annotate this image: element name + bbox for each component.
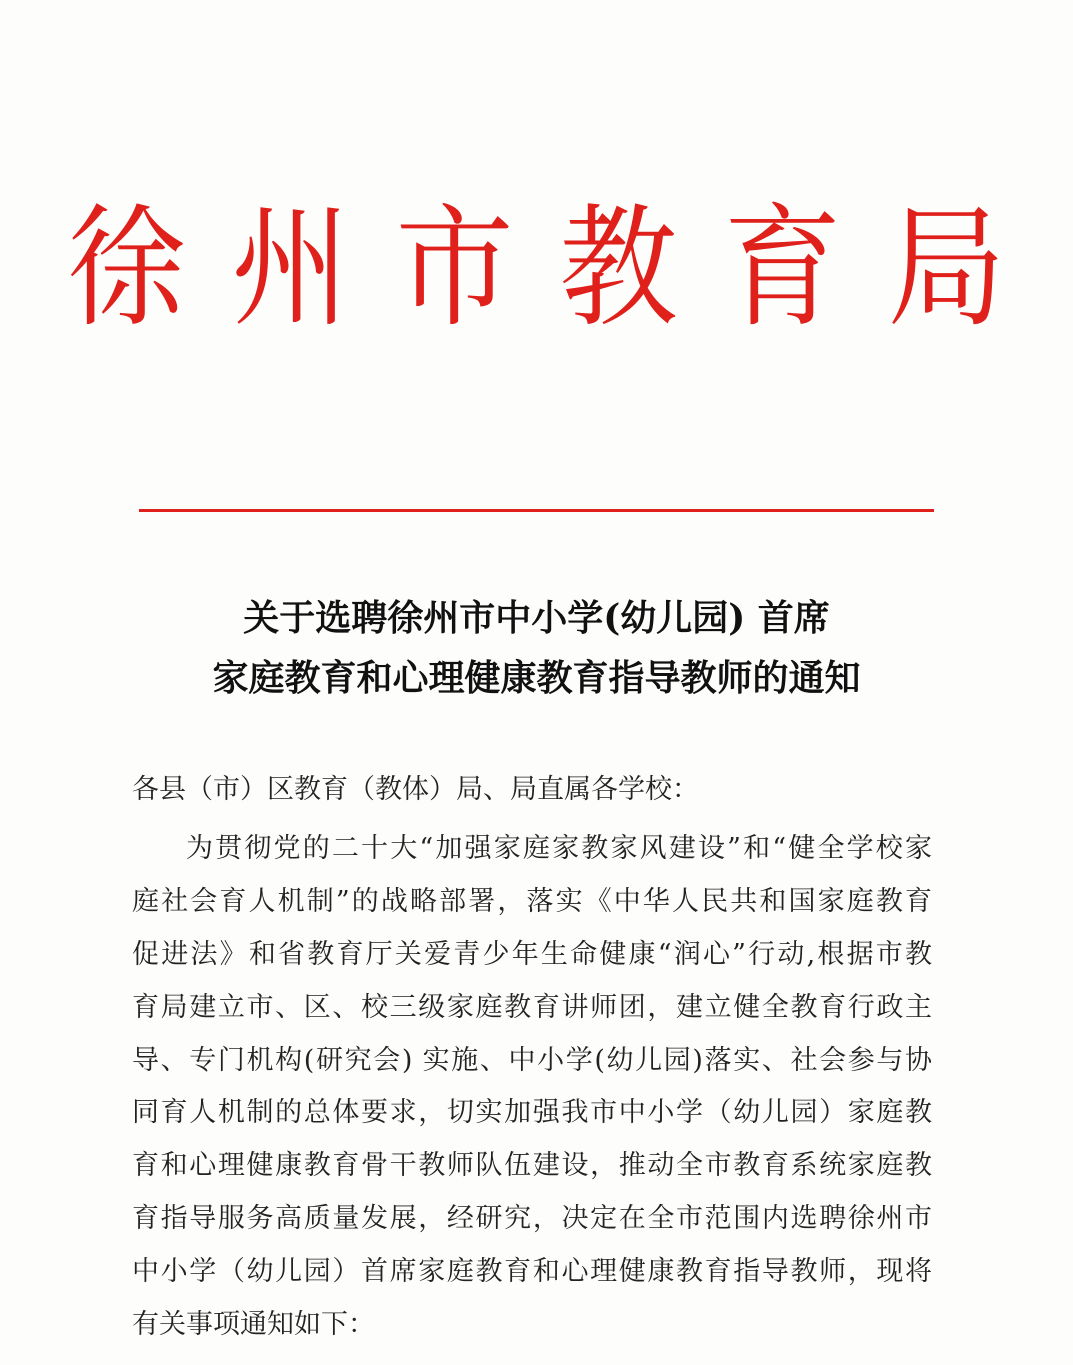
masthead-title: 徐州市教育局 (67, 190, 1052, 346)
body-line: 育和心理健康教育骨干教师队伍建设，推动全市教育系统家庭教 (132, 1150, 932, 1182)
body-line: 庭社会育人机制”的战略部署，落实《中华人民共和国家庭教育 (132, 885, 932, 917)
notice-title-line-1: 关于选聘徐州市中小学(幼儿园) 首席 (243, 597, 830, 639)
red-divider-line (139, 509, 934, 512)
body-line: 中小学（幼儿园）首席家庭教育和心理健康教育指导教师，现将 (132, 1256, 932, 1288)
body-line: 育指导服务高质量发展，经研究，决定在全市范围内选聘徐州市 (132, 1203, 932, 1235)
body-line: 导、专门机构(研究会) 实施、中小学(幼儿园)落实、社会参与协 (132, 1044, 932, 1076)
notice-title (0, 588, 1073, 708)
body-line: 促进法》和省教育厅关爱青少年生命健康“润心”行动,根据市教 (132, 938, 932, 970)
body-line: 为贯彻党的二十大“加强家庭家教家风建设”和“健全学校家 (186, 833, 932, 864)
body-line: 同育人机制的总体要求，切实加强我市中小学（幼儿园）家庭教 (132, 1097, 932, 1129)
salutation: 各县（市）区教育（教体）局、局直属各学校： (132, 774, 699, 805)
body-line: 有关事项通知如下： (132, 1309, 375, 1341)
body-line: 育局建立市、区、校三级家庭教育讲师团，建立健全教育行政主 (132, 991, 932, 1023)
body-paragraph (132, 823, 932, 1352)
notice-title-line-2: 家庭教育和心理健康教育指导教师的通知 (212, 657, 861, 699)
